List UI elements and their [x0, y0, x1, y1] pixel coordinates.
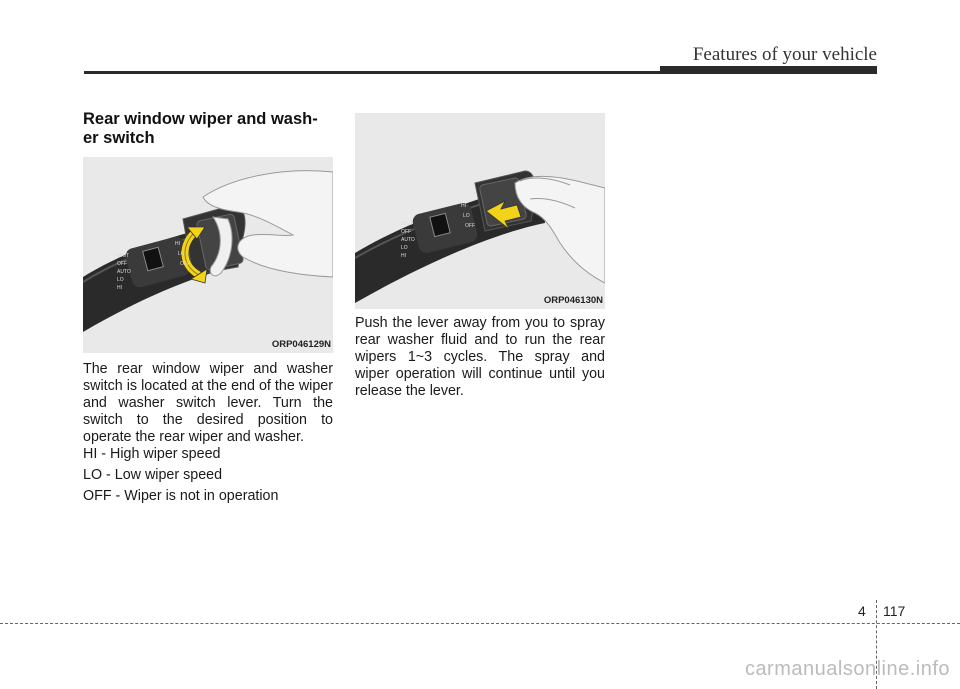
header-tab-bar — [660, 66, 877, 74]
lever-label-off: OFF — [117, 261, 127, 267]
figure-rear-washer-push — [355, 113, 605, 309]
lever-label-mist-2: MIST — [401, 221, 413, 227]
rear-washer-push-illustration — [355, 113, 605, 309]
lever-label-hi: HI — [117, 285, 122, 291]
rear-label-off-2: OFF — [465, 223, 475, 229]
chapter-number: 4 — [858, 603, 866, 619]
rear-washer-description: Push the lever away from you to spray rear washer fluid and to run the rear wipers 1~3 cycles. The spray and wiper operation will continue until you release the lever. — [355, 315, 605, 399]
lever-label-lo-2: LO — [401, 245, 408, 251]
section-heading-line1: Rear window wiper and wash- — [83, 110, 318, 128]
rear-label-lo: LO — [178, 251, 185, 257]
section-heading — [83, 110, 333, 148]
figure-rear-wiper-rotate — [83, 157, 333, 353]
rear-label-off: OFF — [180, 261, 190, 267]
rear-wiper-description: The rear window wiper and washer switch is located at the end of the wiper and washer switch lever. Turn the switch to the desired position to operate the rear wiper and washer. — [83, 361, 333, 445]
mode-item-hi: HI - High wiper speed — [83, 446, 221, 462]
mode-item-lo: LO - Low wiper speed — [83, 467, 223, 483]
figure-code-left: ORP046129N — [271, 339, 331, 350]
footer-rule — [0, 623, 960, 624]
lever-label-auto: AUTO — [117, 269, 131, 275]
watermark-text: carmanualsonline.info — [744, 658, 950, 680]
rear-label-lo-2: LO — [463, 213, 470, 219]
rear-label-hi: HI — [175, 241, 180, 247]
lever-label-off-2: OFF — [401, 229, 411, 235]
rear-wiper-rotate-illustration — [83, 157, 333, 353]
page-number: 117 — [883, 603, 906, 619]
lever-label-mist: MIST — [117, 253, 129, 259]
lever-label-hi-2: HI — [401, 253, 406, 259]
lever-label-lo: LO — [117, 277, 124, 283]
mode-item-off: OFF - Wiper is not in operation — [83, 488, 279, 504]
header-title: Features of your vehicle — [692, 44, 877, 65]
rear-label-hi-2: HI — [461, 203, 466, 209]
lever-label-auto-2: AUTO — [401, 237, 415, 243]
figure-code-right: ORP046130N — [543, 295, 603, 306]
section-heading-line2: er switch — [83, 129, 155, 147]
